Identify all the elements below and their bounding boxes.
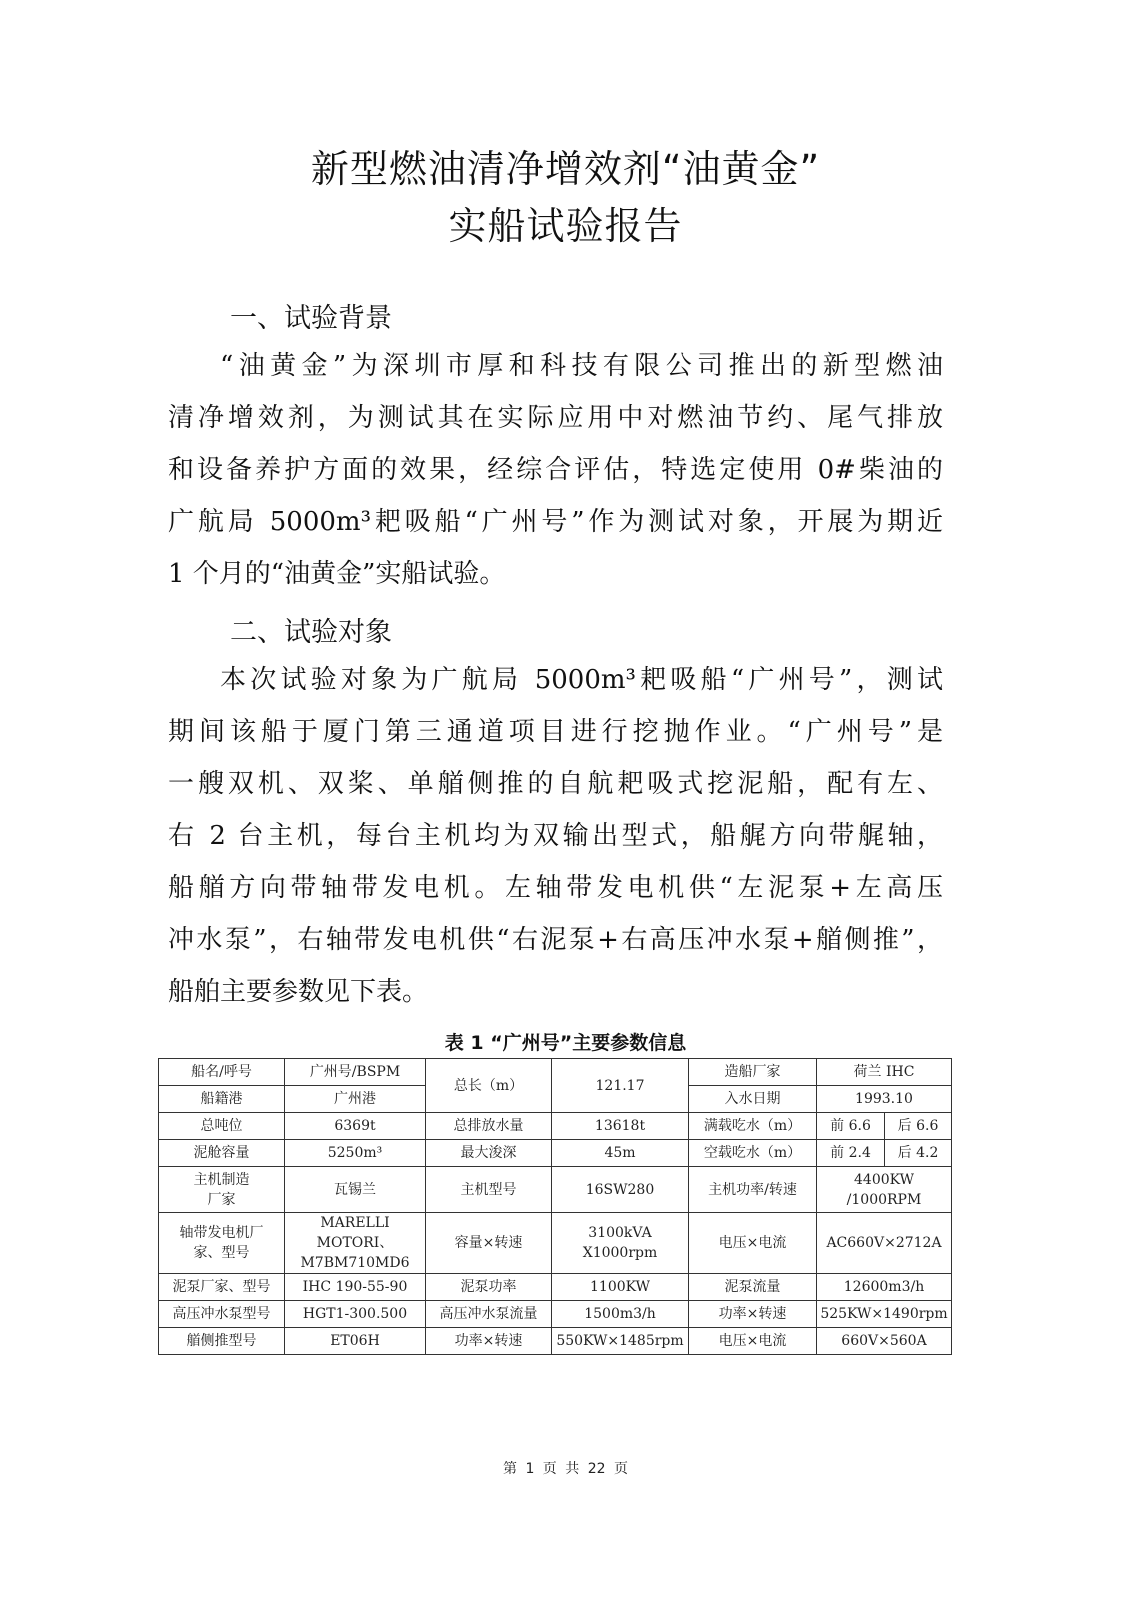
table-cell: 荷兰 IHC (817, 1059, 952, 1086)
table-cell: 后 6.6 (885, 1113, 952, 1140)
table-cell: 艏侧推型号 (159, 1328, 285, 1355)
paragraph-line: 广航局 5000m³耙吸船“广州号”作为测试对象，开展为期近 (168, 507, 943, 537)
table-cell: 660V×560A (817, 1328, 952, 1355)
table-row (159, 1274, 952, 1301)
table-cell: 主机型号 (426, 1167, 552, 1213)
table-cell: 泥泵功率 (426, 1274, 552, 1301)
table-cell: 船籍港 (159, 1086, 285, 1113)
table-cell: 121.17 (552, 1059, 689, 1113)
section-paragraph-subject (168, 654, 943, 1018)
table-cell: 总长（m） (426, 1059, 552, 1113)
document-title-line1: 新型燃油清净增效剂“油黄金” (310, 147, 821, 191)
table-cell (552, 1213, 689, 1274)
table-cell: 4400KW /1000RPM (817, 1167, 952, 1213)
table-cell: 最大浚深 (426, 1140, 552, 1167)
table-cell: 船名/呼号 (159, 1059, 285, 1086)
section-heading-subject: 二、试验对象 (230, 617, 392, 648)
cell-line: X1000rpm (582, 1245, 658, 1261)
table-cell: 1100KW (552, 1274, 689, 1301)
table-cell: ET06H (285, 1328, 426, 1355)
table-cell: 高压冲水泵流量 (426, 1301, 552, 1328)
table-cell: 泥舱容量 (159, 1140, 285, 1167)
document-title-line2: 实船试验报告 (448, 204, 683, 248)
paragraph-line: 清净增效剂，为测试其在实际应用中对燃油节约、尾气排放 (168, 403, 943, 433)
paragraph-line: 一艘双机、双桨、单艏侧推的自航耙吸式挖泥船，配有左、 (168, 769, 943, 799)
paragraph-line: “油黄金”为深圳市厚和科技有限公司推出的新型燃油 (220, 351, 943, 381)
table-row (159, 1328, 952, 1355)
table-row (159, 1167, 952, 1213)
cell-line: 主机制造 (193, 1171, 250, 1188)
table-cell (285, 1213, 426, 1274)
page-number-footer: 第 1 页 共 22 页 (503, 1461, 628, 1477)
cell-line: 厂家 (207, 1191, 236, 1208)
cell-line: 家、型号 (193, 1245, 250, 1261)
paragraph-line: 和设备养护方面的效果，经综合评估，特选定使用 0#柴油的 (168, 455, 943, 485)
table-cell: 前 2.4 (817, 1140, 885, 1167)
table-row (159, 1140, 952, 1167)
table-cell: 45m (552, 1140, 689, 1167)
table-cell: 1500m3/h (552, 1301, 689, 1328)
table-cell: 广州号/BSPM (285, 1059, 426, 1086)
paragraph-line: 冲水泵”，右轴带发电机供“右泥泵+右高压冲水泵+艏侧推”， (168, 925, 943, 955)
table-cell: AC660V×2712A (817, 1213, 952, 1274)
section-paragraph-background (168, 340, 943, 600)
paragraph-line: 右 2 台主机，每台主机均为双输出型式，船艉方向带艉轴， (168, 821, 943, 851)
section-heading-background: 一、试验背景 (230, 303, 392, 334)
ship-parameters-table (158, 1058, 952, 1355)
table-cell: 广州港 (285, 1086, 426, 1113)
paragraph-line: 船艏方向带轴带发电机。左轴带发电机供“左泥泵+左高压 (168, 873, 943, 903)
table-row (159, 1059, 952, 1086)
table-row (159, 1213, 952, 1274)
table-cell: IHC 190-55-90 (285, 1274, 426, 1301)
table-cell: 16SW280 (552, 1167, 689, 1213)
table-caption: 表 1 “广州号”主要参数信息 (444, 1032, 687, 1054)
paragraph-line: 船舶主要参数见下表。 (168, 977, 429, 1007)
table-cell: 泥泵流量 (689, 1274, 817, 1301)
paragraph-line: 本次试验对象为广航局 5000m³耙吸船“广州号”，测试 (220, 665, 943, 695)
table-cell: 525KW×1490rpm (817, 1301, 952, 1328)
table-cell: 空载吃水（m） (689, 1140, 817, 1167)
table-cell (159, 1213, 285, 1274)
table-cell: 1993.10 (817, 1086, 952, 1113)
table-cell: 满载吃水（m） (689, 1113, 817, 1140)
paragraph-line: 1 个月的“油黄金”实船试验。 (168, 559, 506, 589)
table-cell: 入水日期 (689, 1086, 817, 1113)
table-cell: 高压冲水泵型号 (159, 1301, 285, 1328)
table-cell: 电压×电流 (689, 1213, 817, 1274)
table-cell: 泥泵厂家、型号 (159, 1274, 285, 1301)
table-cell: 550KW×1485rpm (552, 1328, 689, 1355)
table-cell: 主机功率/转速 (689, 1167, 817, 1213)
cell-line: M7BM710MD6 (300, 1255, 410, 1271)
table-cell (159, 1167, 285, 1213)
cell-line: MARELLI MOTORI、 (316, 1215, 394, 1251)
table-cell: 功率×转速 (426, 1328, 552, 1355)
table-cell: 电压×电流 (689, 1328, 817, 1355)
table-row (159, 1301, 952, 1328)
table-cell: HGT1-300.500 (285, 1301, 426, 1328)
table-cell: 13618t (552, 1113, 689, 1140)
table-cell: 12600m3/h (817, 1274, 952, 1301)
cell-line: 3100kVA (588, 1225, 652, 1241)
table-cell: 6369t (285, 1113, 426, 1140)
table-cell: 总吨位 (159, 1113, 285, 1140)
table-cell: 瓦锡兰 (285, 1167, 426, 1213)
paragraph-line: 期间该船于厦门第三通道项目进行挖抛作业。“广州号”是 (168, 717, 943, 747)
table-cell: 功率×转速 (689, 1301, 817, 1328)
cell-line: 轴带发电机厂 (179, 1225, 264, 1241)
table-cell: 后 4.2 (885, 1140, 952, 1167)
table-cell: 总排放水量 (426, 1113, 552, 1140)
table-row (159, 1113, 952, 1140)
table-cell: 前 6.6 (817, 1113, 885, 1140)
table-cell: 5250m³ (285, 1140, 426, 1167)
table-cell: 造船厂家 (689, 1059, 817, 1086)
table-cell: 容量×转速 (426, 1213, 552, 1274)
